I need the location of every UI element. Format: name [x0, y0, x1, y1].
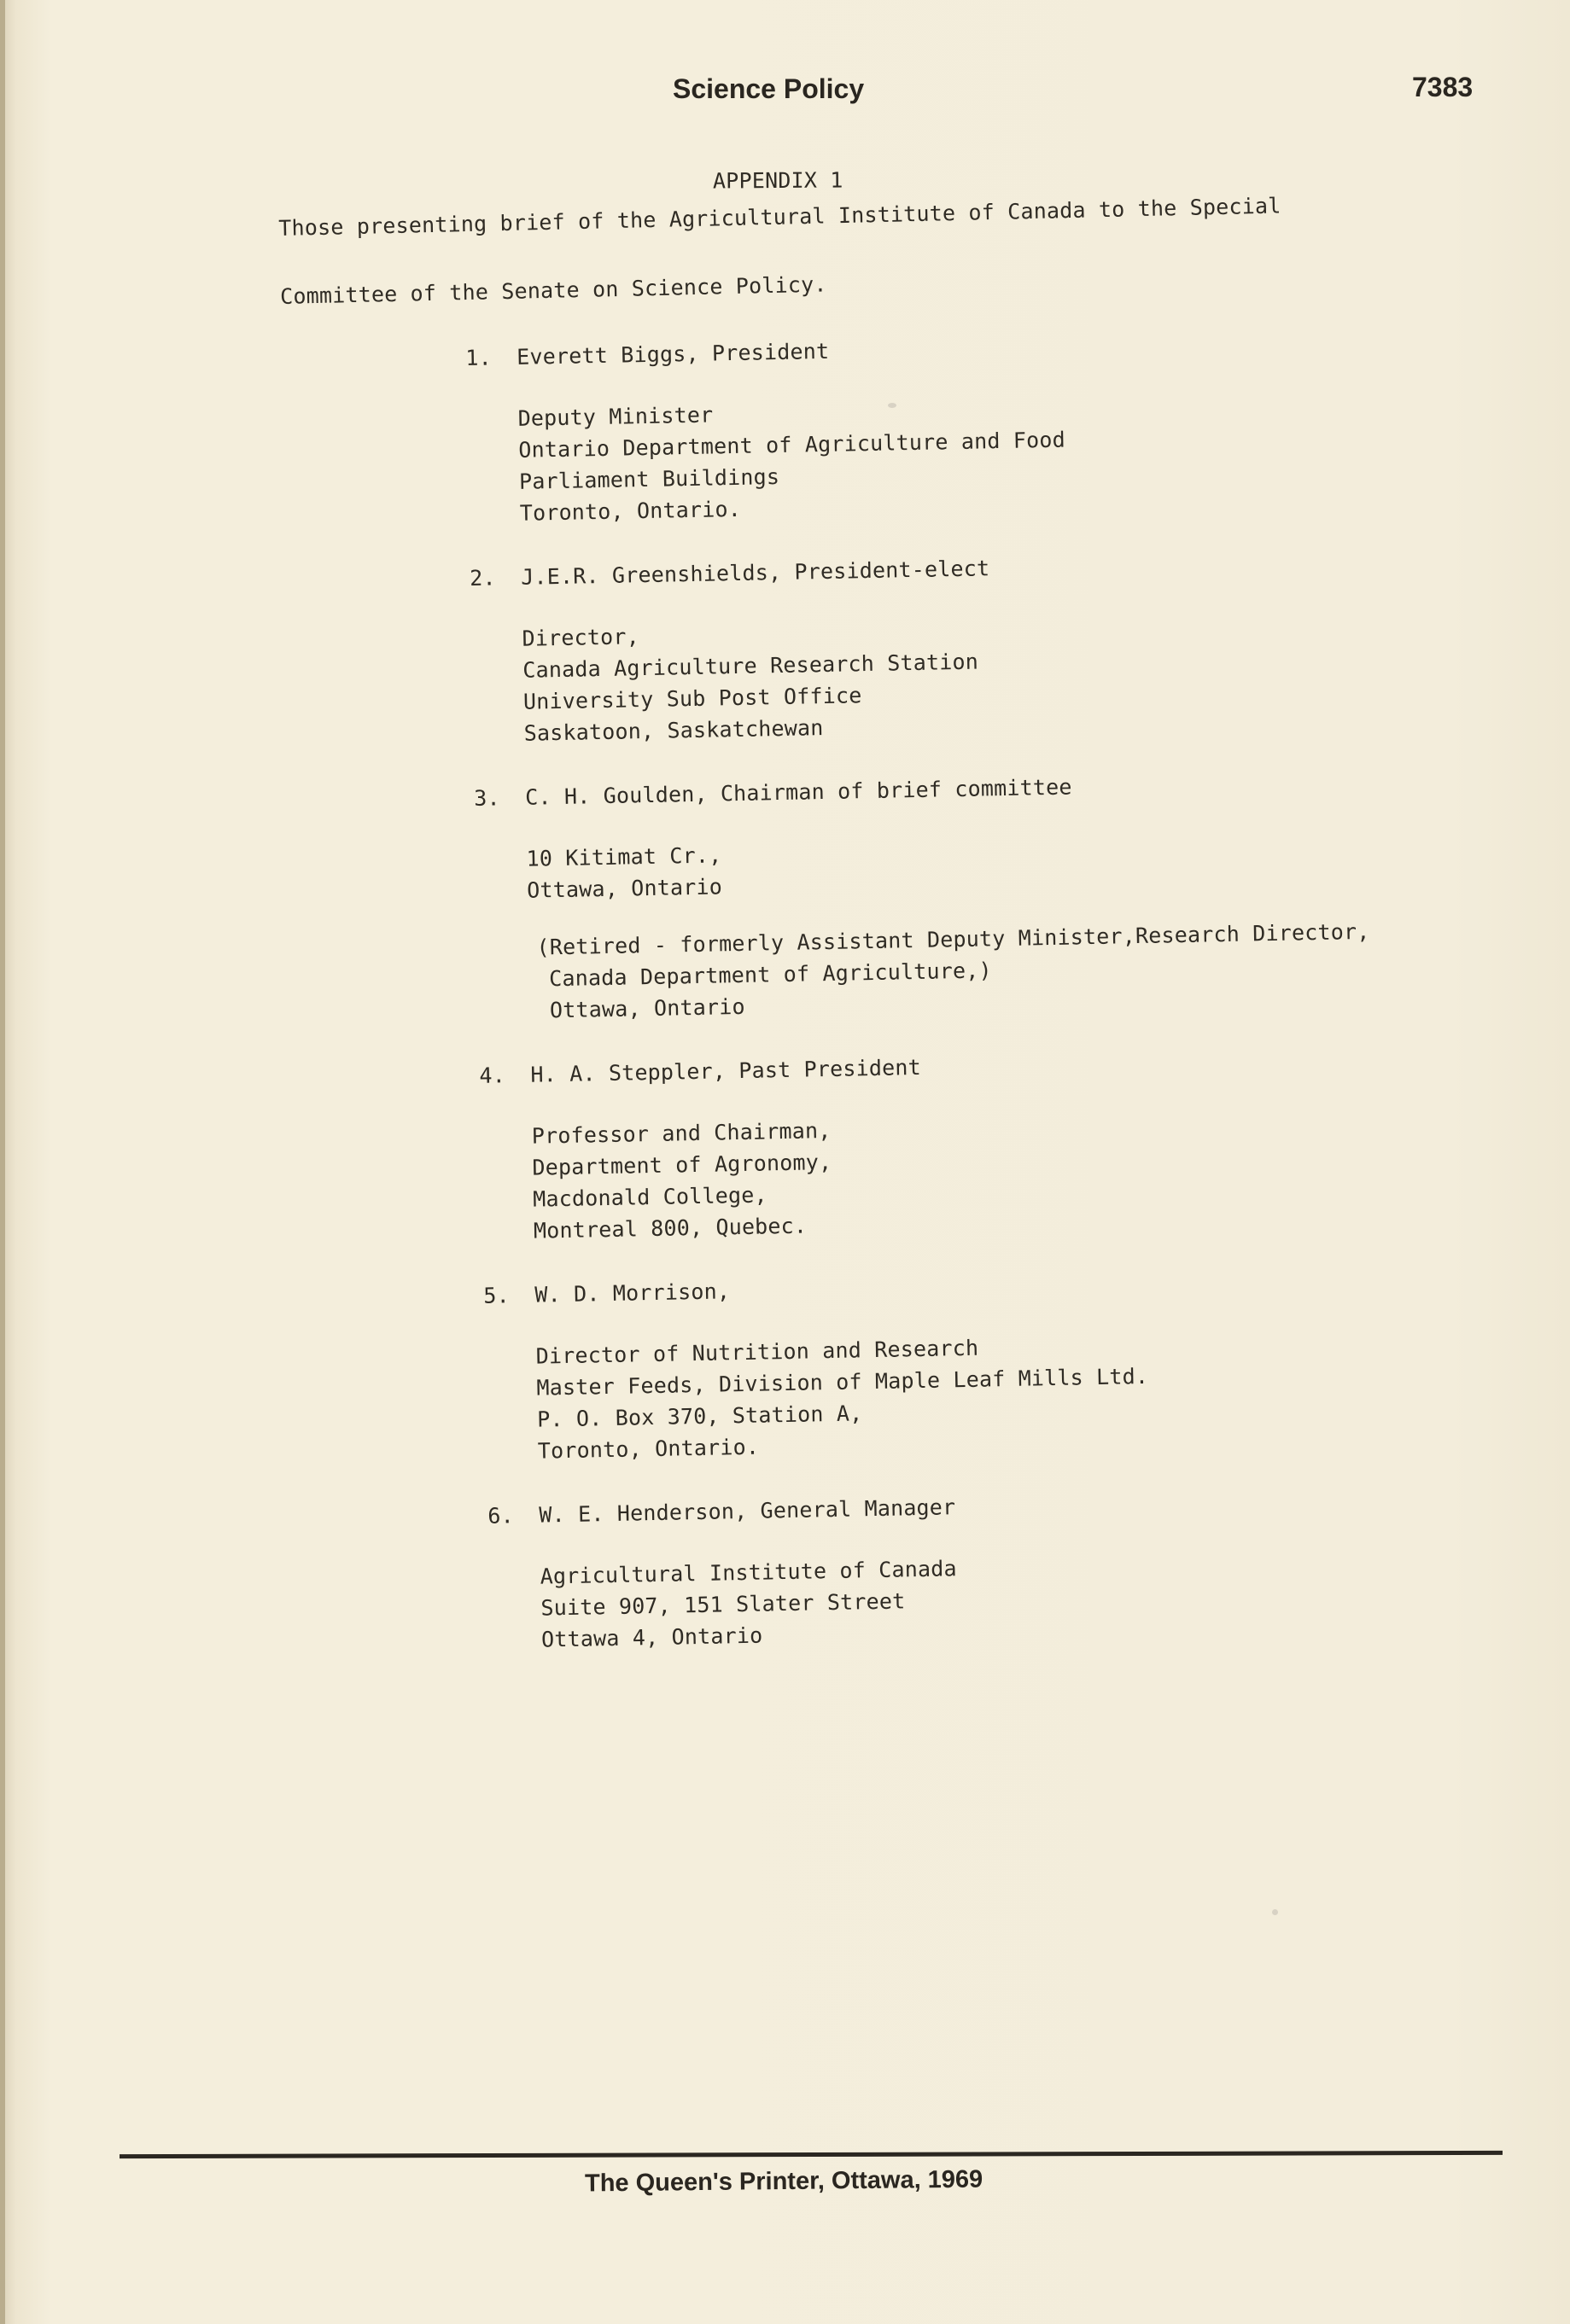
entry-number: 6.: [487, 1503, 515, 1529]
address-line: Ottawa 4, Ontario: [540, 1622, 763, 1652]
address-line: Macdonald College,: [532, 1182, 767, 1212]
address-line: Deputy Minister: [517, 402, 714, 431]
section-title: Science Policy: [673, 73, 865, 104]
appendix-heading: APPENDIX 1: [712, 167, 843, 194]
entry-heading: [470, 546, 1478, 600]
entry-number: 2.: [469, 565, 497, 591]
address-line: Director,: [522, 624, 640, 651]
address-line: Master Feeds, Division of Maple Leaf Mills Ltd.: [536, 1363, 1149, 1401]
presenter-entry: [470, 546, 1480, 754]
address-line: Department of Agronomy,: [532, 1149, 832, 1180]
intro-paragraph: [278, 191, 1391, 352]
footer-rule: [120, 2151, 1503, 2158]
entry-address: [481, 1105, 1491, 1251]
page-number: 7383: [1412, 72, 1474, 102]
presenter-entry: [479, 1044, 1490, 1251]
address-line: University Sub Post Office: [522, 683, 862, 714]
entry-name: J.E.R. Greenshields, President-elect: [520, 556, 990, 590]
running-head: [0, 72, 1570, 123]
address-line: Agricultural Institute of Canada: [540, 1556, 957, 1589]
entry-name: W. D. Morrison,: [534, 1278, 731, 1308]
address-line: Director of Nutrition and Research: [535, 1335, 979, 1369]
address-line: Canada Agriculture Research Station: [522, 649, 979, 683]
entry-heading: [474, 766, 1482, 820]
entry-address: [470, 608, 1480, 754]
entry-name: Everett Biggs, President: [516, 338, 830, 370]
entry-address: [484, 1325, 1494, 1471]
address-line: Montreal 800, Quebec.: [533, 1213, 808, 1244]
entry-address: [488, 1546, 1497, 1660]
entry-name: H. A. Steppler, Past President: [530, 1054, 922, 1087]
entry-heading: [479, 1044, 1487, 1098]
note-line: Canada Department of Agriculture,): [548, 958, 992, 992]
entry-number: 5.: [483, 1283, 511, 1308]
note-line: (Retired - formerly Assistant Deputy Minister,Research Director,: [536, 918, 1370, 960]
entry-heading: [483, 1264, 1491, 1318]
entry-number: 1.: [465, 345, 493, 370]
address-line: Toronto, Ontario.: [519, 496, 742, 526]
address-line: Ottawa, Ontario: [526, 874, 723, 903]
address-line: Professor and Chairman,: [531, 1117, 832, 1149]
entry-note: [476, 917, 1485, 1031]
address-line: Toronto, Ontario.: [537, 1434, 760, 1464]
entry-number: 4.: [479, 1063, 506, 1088]
intro-line: Those presenting brief of the Agricultural Institute of Canada to the Special: [278, 193, 1281, 241]
entry-name: W. E. Henderson, General Manager: [539, 1494, 956, 1528]
address-line: Suite 907, 151 Slater Street: [540, 1588, 906, 1621]
address-line: 10 Kitimat Cr.,: [526, 842, 722, 871]
address-line: P. O. Box 370, Station A,: [536, 1401, 863, 1432]
presenter-entry: [474, 766, 1485, 1031]
intro-line: Committee of the Senate on Science Policy.: [279, 271, 827, 309]
presenter-entry: [483, 1264, 1494, 1471]
address-line: Saskatoon, Saskatchewan: [523, 715, 824, 746]
presenter-list: [465, 326, 1498, 1692]
paper-speck: [1272, 1909, 1278, 1915]
binding-edge: [0, 0, 5, 2324]
note-line: Ottawa, Ontario: [549, 993, 745, 1023]
entry-name: C. H. Goulden, Chairman of brief committee: [524, 774, 1072, 810]
entry-address: [466, 387, 1476, 533]
presenter-entry: [487, 1484, 1497, 1660]
address-line: Parliament Buildings: [518, 463, 780, 494]
address-line: Ontario Department of Agriculture and Food: [518, 427, 1066, 463]
entry-heading: [487, 1484, 1496, 1538]
footer-imprint: The Queen's Printer, Ottawa, 1969: [584, 2165, 983, 2198]
entry-number: 3.: [473, 785, 500, 811]
entry-address: [475, 828, 1483, 911]
presenter-entry: [465, 326, 1476, 533]
paper-speck: [888, 403, 896, 408]
